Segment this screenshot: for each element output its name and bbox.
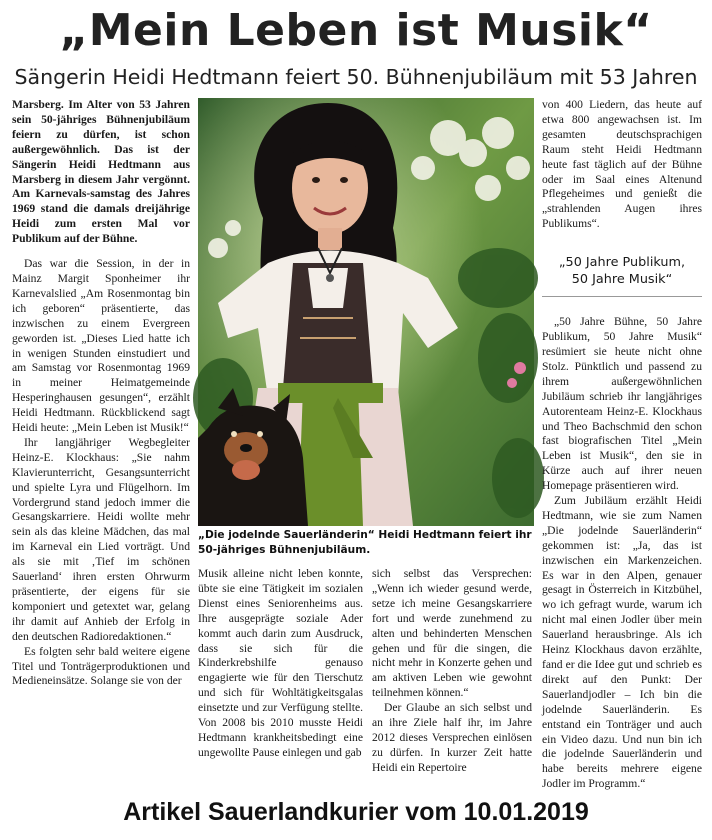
article-paragraph: Musik alleine nicht leben konnte, übte sie eine Tätigkeit im sozialen Dienst eines Seniorenheims aus. Ihre ausgeprägte soziale Ader kommt auch darin zum Ausdruck, dass sie sich für die Kinderkrebshilfe genauso engagierte wie für den Tierschutz und sich für Wohltätigkeitsgalas einsetzte und zur Verfügung stellte. Von 2008 bis 2010 musste Heidi Hedtmann krankheitsbedingt eine ungewollte Pause einlegen und gab <box>198 567 363 759</box>
subheadline: Sängerin Heidi Hedtmann feiert 50. Bühnenjubiläum mit 53 Jahren <box>14 65 698 89</box>
photo-caption <box>198 528 534 562</box>
article-paragraph: Das war die Session, in der in Mainz Margit Sponheimer ihr Karnevalslied „Am Rosenmontag bin ich geboren“ präsentierte, das inzwischen zu einem Evergreen geworden ist. „Dieses Lied hatte ich in wenigen Stunden einstudiert und am Samstag vor Rosenmontag 1969 in meiner Heimatgemeinde Hesperinghausen gesungen“, erzählt Heidi Hedtmann. Rückblickend sagt Heidi heute: „Mein Leben ist Musik!“ <box>12 257 190 435</box>
headline: „Mein Leben ist Musik“ <box>59 5 653 56</box>
article-paragraph: sich selbst das Versprechen: „Wenn ich wieder gesund werde, setze ich meine Gesangskarriere fort und werde zunehmend zu alten und behinderten Menschen gehen und für die singen, die nicht mehr in Konzerte gehen und am aktiven Leben wie gewohnt teilnehmen können.“ <box>372 567 532 700</box>
pull-quote-line: 50 Jahre Musik“ <box>571 272 673 288</box>
article-lead: Marsberg. Im Alter von 53 Jahren sein 50-jähriges Bühnenjubiläum feiern zu dürfen, ist schon außergewöhnlich. Das ist der Sängerin Heidi Hedtmann aus Marsberg in diesem Jahr vergönnt. Am Karnevals-samstag des Jahres 1969 stand die damals dreijährige Heidi zum ersten Mal vor Publikum auf der Bühne. <box>12 98 190 246</box>
pull-quote <box>542 248 702 297</box>
article-column-4 <box>542 98 702 791</box>
article-column-3 <box>372 567 532 774</box>
article-paragraph: „50 Jahre Bühne, 50 Jahre Publikum, 50 Jahre Musik“ resümiert sie heute nicht ohne Stolz. Pünktlich und passend zu ihrem außergewöhnlichen Jubiläum schrieb ihr langjähriges Autorenteam Heinz-E. Klockhaus und Theo Bachschmid den schon fast biografischen Titel „Mein Leben ist Musik“, den sie in Kürze auch auf ihrer neuen Homepage präsentieren wird. <box>542 315 702 493</box>
article-column-1 <box>12 98 190 758</box>
photo-illustration <box>198 98 534 526</box>
article-paragraph: Ihr langjähriger Wegbegleiter Heinz-E. Klockhaus: „Sie nahm Klavierunterricht, Gesangsunterricht und spielte Lyra und Flügelhorn. Im Vordergrund stand jedoch immer die Gesangskarriere. Heidi wollte mehr sein als das kleine Mädchen, das mal im Karneval ein Lied vorträgt. Und als sie mit ‚Tief im schönen Sauerland‘ ihren ersten Ohrwurm präsentierte, der eigens für sie komponiert und getextet war, gelang ihr damit auf Anhieb der Erfolg in den deutschen Radioredaktionen.“ <box>12 435 190 643</box>
source-footer: Artikel Sauerlandkurier vom 10.01.2019 <box>123 798 589 826</box>
article-paragraph: Zum Jubiläum erzählt Heidi Hedtmann, wie sie zum Namen „Die jodelnde Sauerländerin“ gekommen ist: „Ja, das ist inzwischen ein Markenzeichen. Es war in den Alpen, genauer gesagt in Österreich in Kitzbühel, wo ich gefragt wurde, warum ich nicht mal einen Jodler über mein Sauerland herausbringe. Als ich Heinz Klockhaus davon erzählte, fand er die Idee gut und schrieb es direkt auf den Punkt: Der Sauerlandjodler – Ich bin die jodelnde Sauerländerin. Es entstand ein Tonträger und auch ein Video dazu. Und nun bin ich die jodelnde Sauerländerin und habe bereits mehrere eigene Jodler im Programm.“ <box>542 494 702 791</box>
article-column-2 <box>198 567 363 757</box>
article-paragraph: Es folgten sehr bald weitere eigene Titel und Tonträgerproduktionen und Medieneinsätze. Solange sie von der <box>12 644 190 688</box>
article-photo <box>198 98 534 526</box>
pull-quote-line: „50 Jahre Publikum, <box>558 255 686 271</box>
article-paragraph: von 400 Liedern, das heute auf etwa 800 angewachsen ist. Im gesamten deutschsprachigen Raum steht Heidi Hedtmann heute fast täglich auf der Bühne oder im Saal eines Altenund Pflegeheimes und genießt die „strahlenden Augen ihres Publikums“. <box>542 98 702 231</box>
article-paragraph: Der Glaube an sich selbst und an ihre Ziele half ihr, im Jahre 2012 dieses Versprechen einlösen zu dürfen. In kurzer Zeit hatte Heidi ein Repertoire <box>372 701 532 774</box>
photo-caption-text: „Die jodelnde Sauerländerin“ Heidi Hedtmann feiert ihr 50-jähriges Bühnenjubiläum. <box>198 529 532 556</box>
